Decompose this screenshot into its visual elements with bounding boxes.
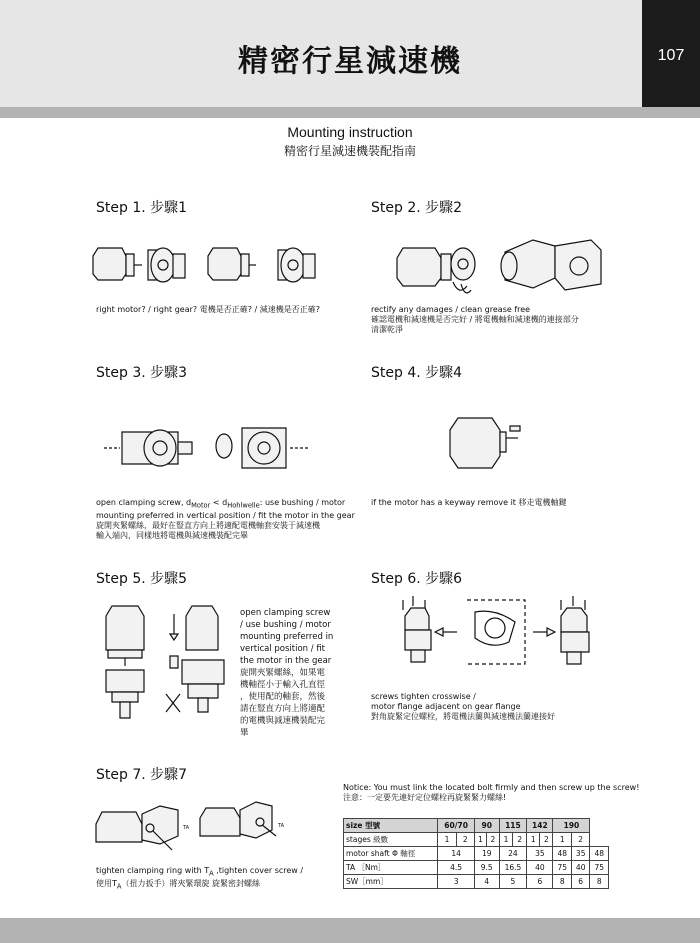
table-cell: 1 bbox=[527, 833, 540, 847]
table-cell: SW［mm］ bbox=[344, 875, 438, 889]
step-3-caption-line: mounting preferred in vertical position / fit the motor in the gear bbox=[96, 510, 355, 520]
step-6-illustration bbox=[395, 592, 605, 672]
step-1-label: Step 1. 步驟1 bbox=[96, 200, 188, 216]
table-cell: 2 bbox=[540, 833, 553, 847]
step-5-caption-line: 機軸徑小于輸入孔直徑 bbox=[240, 680, 326, 690]
table-cell: 1 bbox=[499, 833, 513, 847]
step-7-label: Step 7. 步驟7 bbox=[96, 767, 188, 783]
step-5-caption-line: 畢 bbox=[240, 728, 249, 738]
table-cell: 60/70 bbox=[438, 819, 474, 833]
table-cell: 1 bbox=[553, 833, 571, 847]
step-6-caption-line: 對角旋緊定位螺栓，將電機法蘭與減速機法蘭連接好 bbox=[371, 712, 555, 721]
step-5-caption-line: mounting preferred in bbox=[240, 632, 334, 642]
table-cell: 14 bbox=[438, 847, 474, 861]
step-5-caption-line: the motor in the gear bbox=[240, 656, 332, 666]
step-2-caption-line: rectify any damages / clean grease free bbox=[371, 305, 531, 314]
step-5-caption-line: / use bushing / motor bbox=[240, 620, 331, 630]
table-cell: 75 bbox=[553, 861, 571, 875]
table-cell: 1 bbox=[438, 833, 456, 847]
table-cell: 19 bbox=[474, 847, 499, 861]
table-cell: 2 bbox=[456, 833, 474, 847]
step-4-caption: if the motor has a keyway remove it 移走電機軸鍵 bbox=[371, 498, 567, 507]
step-3-caption-line: 旋開夾緊螺絲，最好在豎直方向上將適配電機軸套安裝于減速機 bbox=[96, 520, 320, 530]
step-5-caption-line: 請在豎直方向上將適配 bbox=[240, 704, 326, 714]
table-cell: 16.5 bbox=[499, 861, 527, 875]
step-6-caption-line: screws tighten crosswise / bbox=[371, 692, 476, 701]
table-cell: 40 bbox=[571, 861, 589, 875]
table-cell: 9.5 bbox=[474, 861, 499, 875]
notice bbox=[343, 783, 639, 803]
table-row bbox=[344, 819, 609, 833]
step-7-caption-line-2 bbox=[96, 879, 303, 892]
step-3-caption-line: 輸入端內，同樣地將電機與減速機裝配完畢 bbox=[96, 530, 248, 540]
table-cell: 5 bbox=[499, 875, 527, 889]
step-5-caption-line: 旋開夾緊螺絲，如果電 bbox=[240, 668, 326, 678]
table-cell: 4.5 bbox=[438, 861, 474, 875]
notice-zh: 注意：一定要先連好定位螺栓再旋緊緊力螺絲! bbox=[343, 793, 507, 802]
step-4-illustration bbox=[446, 412, 526, 472]
caption-part: A bbox=[209, 869, 214, 878]
step-7-ta-label-right: TA bbox=[278, 823, 285, 829]
doc-title-zh: 精密行星減速機裝配指南 bbox=[283, 144, 416, 158]
step-2-label: Step 2. 步驟2 bbox=[371, 200, 463, 216]
table-cell: 6 bbox=[527, 875, 553, 889]
step-5-caption-line: vertical position / fit bbox=[240, 644, 326, 654]
table-row bbox=[344, 847, 609, 861]
table-cell: 24 bbox=[499, 847, 527, 861]
header-divider bbox=[0, 107, 700, 118]
step-2-caption-line: 清潔乾淨 bbox=[371, 325, 403, 334]
step-7-caption bbox=[96, 866, 303, 891]
step-5-caption-line: ，使用配的軸套，然後 bbox=[240, 692, 326, 702]
caption-part: Motor bbox=[191, 501, 211, 510]
caption-part: （扭力扳手）將夾緊環旋 旋緊密封螺絲 bbox=[121, 878, 260, 888]
notice-en: Notice: You must link the located bolt firmly and then screw up the screw! bbox=[343, 783, 640, 792]
table-cell: 3 bbox=[438, 875, 474, 889]
step-3-caption bbox=[96, 498, 355, 541]
table-cell: stages 級數 bbox=[344, 833, 438, 847]
table-cell: 35 bbox=[571, 847, 589, 861]
step-5-illustration bbox=[100, 604, 232, 720]
footer-band bbox=[0, 918, 700, 943]
step-7-caption-line-1 bbox=[96, 866, 303, 879]
table-cell: 35 bbox=[527, 847, 553, 861]
caption-part: ,tighten cover screw / bbox=[213, 866, 304, 875]
doc-title-en: Mounting instruction bbox=[287, 124, 413, 140]
step-5-caption-line: open clamping screw bbox=[240, 608, 331, 618]
table-cell: 1 bbox=[474, 833, 486, 847]
table-cell: 8 bbox=[590, 875, 609, 889]
table-cell: 48 bbox=[553, 847, 571, 861]
table-cell: 190 bbox=[553, 819, 590, 833]
table-cell: size 型號 bbox=[344, 819, 438, 833]
table-cell: 48 bbox=[590, 847, 609, 861]
step-5-label: Step 5. 步驟5 bbox=[96, 571, 188, 587]
step-6-caption bbox=[371, 692, 555, 722]
table-cell: 2 bbox=[513, 833, 527, 847]
table-cell: 2 bbox=[487, 833, 499, 847]
step-3-caption-line-1 bbox=[96, 498, 355, 511]
table-cell: 90 bbox=[474, 819, 499, 833]
table-cell: 4 bbox=[474, 875, 499, 889]
caption-part: : use bushing / motor bbox=[259, 498, 346, 507]
spec-table bbox=[343, 818, 609, 889]
table-cell: 2 bbox=[571, 833, 589, 847]
caption-part: Hohlwelle bbox=[227, 501, 260, 510]
step-6-caption-line: motor flange adjacent on gear flange bbox=[371, 702, 521, 711]
step-2-caption bbox=[371, 305, 579, 335]
step-3-label: Step 3. 步驟3 bbox=[96, 365, 188, 381]
caption-part: 使用T bbox=[96, 878, 117, 888]
table-cell: 115 bbox=[499, 819, 527, 833]
step-2-caption-line: 確認電機和減速機是否完好 / 將電機軸和減速機的連接部分 bbox=[371, 315, 579, 324]
table-row bbox=[344, 861, 609, 875]
page-title: 精密行星減速機 bbox=[238, 44, 462, 79]
table-row bbox=[344, 875, 609, 889]
table-cell: 8 bbox=[553, 875, 571, 889]
step-1-caption: right motor? / right gear? 電機是否正確? / 減速機是否正確? bbox=[96, 305, 320, 314]
table-row bbox=[344, 833, 609, 847]
step-2-illustration bbox=[395, 232, 605, 304]
table-cell: motor shaft Φ 軸徑 bbox=[344, 847, 438, 861]
caption-part: open clamping screw, d bbox=[96, 498, 192, 507]
step-3-illustration bbox=[104, 418, 314, 474]
table-cell: TA ［Nm］ bbox=[344, 861, 438, 875]
page-number: 107 bbox=[657, 47, 685, 64]
step-5-caption bbox=[240, 607, 335, 739]
caption-part: < d bbox=[210, 498, 228, 507]
table-cell: 40 bbox=[527, 861, 553, 875]
table-cell: 142 bbox=[527, 819, 553, 833]
step-5-caption-line: 的電機與減速機裝配完 bbox=[240, 716, 326, 726]
table-cell: 75 bbox=[590, 861, 609, 875]
caption-part: A bbox=[116, 882, 122, 891]
step-7-ta-label-left: TA bbox=[183, 825, 190, 831]
table-cell: 6 bbox=[571, 875, 589, 889]
step-1-illustration bbox=[90, 240, 330, 288]
step-4-label: Step 4. 步驟4 bbox=[371, 365, 463, 381]
step-6-label: Step 6. 步驟6 bbox=[371, 571, 463, 587]
caption-part: tighten clamping ring with T bbox=[96, 866, 210, 875]
